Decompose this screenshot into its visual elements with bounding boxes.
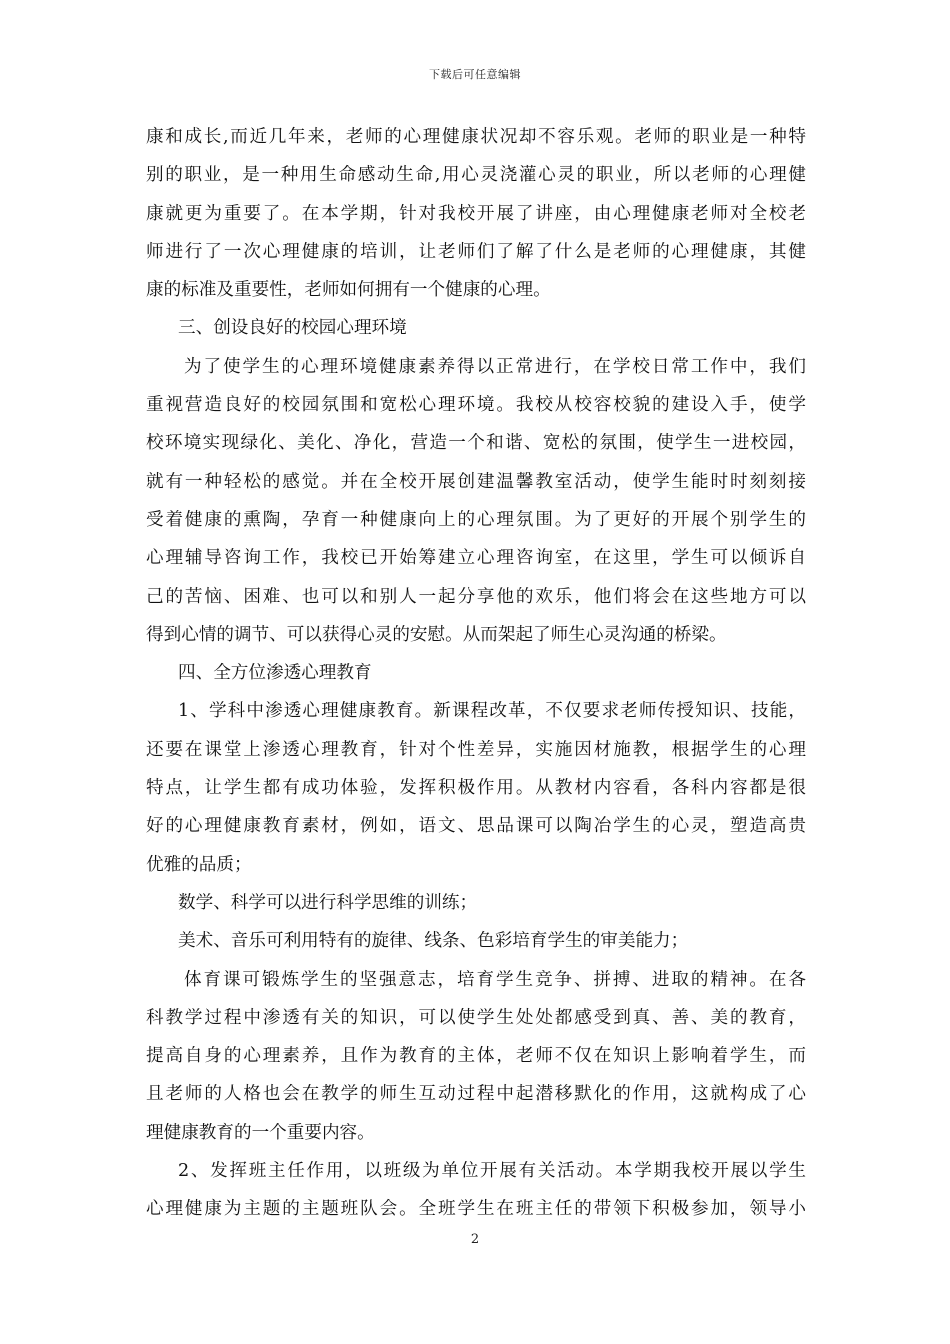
text-line: 2、发挥班主任作用，以班级为单位开展有关活动。本学期我校开展以学生 [178,1161,806,1182]
text-line: 校环境实现绿化、美化、净化，营造一个和谐、宽松的氛围，使学生一进校园， [146,433,806,454]
text-line: 美术、音乐可利用特有的旋律、线条、色彩培育学生的审美能力； [178,931,689,952]
section-heading: 三、创设良好的校园心理环境 [178,318,407,339]
text-line: 1、学科中渗透心理健康教育。新课程改革，不仅要求老师传授知识、技能， [178,701,806,722]
text-line: 心理辅导咨询工作，我校已开始筹建立心理咨询室，在这里，学生可以倾诉自 [146,548,806,569]
text-line: 心理健康为主题的主题班队会。全班学生在班主任的带领下积极参加，领导小 [146,1199,806,1220]
text-line: 己的苦恼、困难、也可以和别人一起分享他的欢乐，他们将会在这些地方可以 [146,586,806,607]
document-body [146,118,806,1229]
text-line: 师进行了一次心理健康的培训，让老师们了解了什么是老师的心理健康，其健 [146,241,806,262]
text-line: 得到心情的调节、可以获得心灵的安慰。从而架起了师生心灵沟通的桥梁。 [146,624,727,645]
text-line: 康就更为重要了。在本学期，针对我校开展了讲座，由心理健康老师对全校老 [146,203,806,224]
text-line: 优雅的品质； [146,854,252,875]
text-line: 体育课可锻炼学生的坚强意志，培育学生竞争、拼搏、进取的精神。在各 [184,969,806,990]
text-line: 重视营造良好的校园氛围和宽松心理环境。我校从校容校貌的建设入手，使学 [146,395,806,416]
text-line: 且老师的人格也会在教学的师生互动过程中起潜移默化的作用，这就构成了心 [146,1084,806,1105]
text-line: 理健康教育的一个重要内容。 [146,1122,375,1143]
text-line: 就有一种轻松的感觉。并在全校开展创建温馨教室活动，使学生能时时刻刻接 [146,471,806,492]
text-line: 受着健康的熏陶，孕育一种健康向上的心理氛围。为了更好的开展个别学生的 [146,509,806,530]
text-line: 数学、科学可以进行科学思维的训练； [178,892,478,913]
section-heading: 四、全方位渗透心理教育 [178,663,372,684]
text-line: 好的心理健康教育素材，例如，语文、思品课可以陶冶学生的心灵，塑造高贵 [146,816,806,837]
text-line: 提高自身的心理素养，且作为教育的主体，老师不仅在知识上影响着学生，而 [146,1046,806,1067]
text-line: 科教学过程中渗透有关的知识，可以使学生处处都感受到真、善、美的教育， [146,1007,806,1028]
text-line: 为了使学生的心理环境健康素养得以正常进行，在学校日常工作中，我们 [184,356,806,377]
text-line: 特点，让学生都有成功体验，发挥积极作用。从教材内容看，各科内容都是很 [146,778,806,799]
text-line: 别的职业，是一种用生命感动生命,用心灵浇灌心灵的职业，所以老师的心理健 [146,165,806,186]
text-line: 康和成长,而近几年来，老师的心理健康状况却不容乐观。老师的职业是一种特 [146,127,806,147]
text-line: 还要在课堂上渗透心理教育，针对个性差异，实施因材施教，根据学生的心理 [146,739,806,760]
page-header: 下载后可任意编辑 [429,68,521,81]
page-number: 2 [470,1232,480,1247]
text-line: 康的标准及重要性，老师如何拥有一个健康的心理。 [146,280,551,301]
